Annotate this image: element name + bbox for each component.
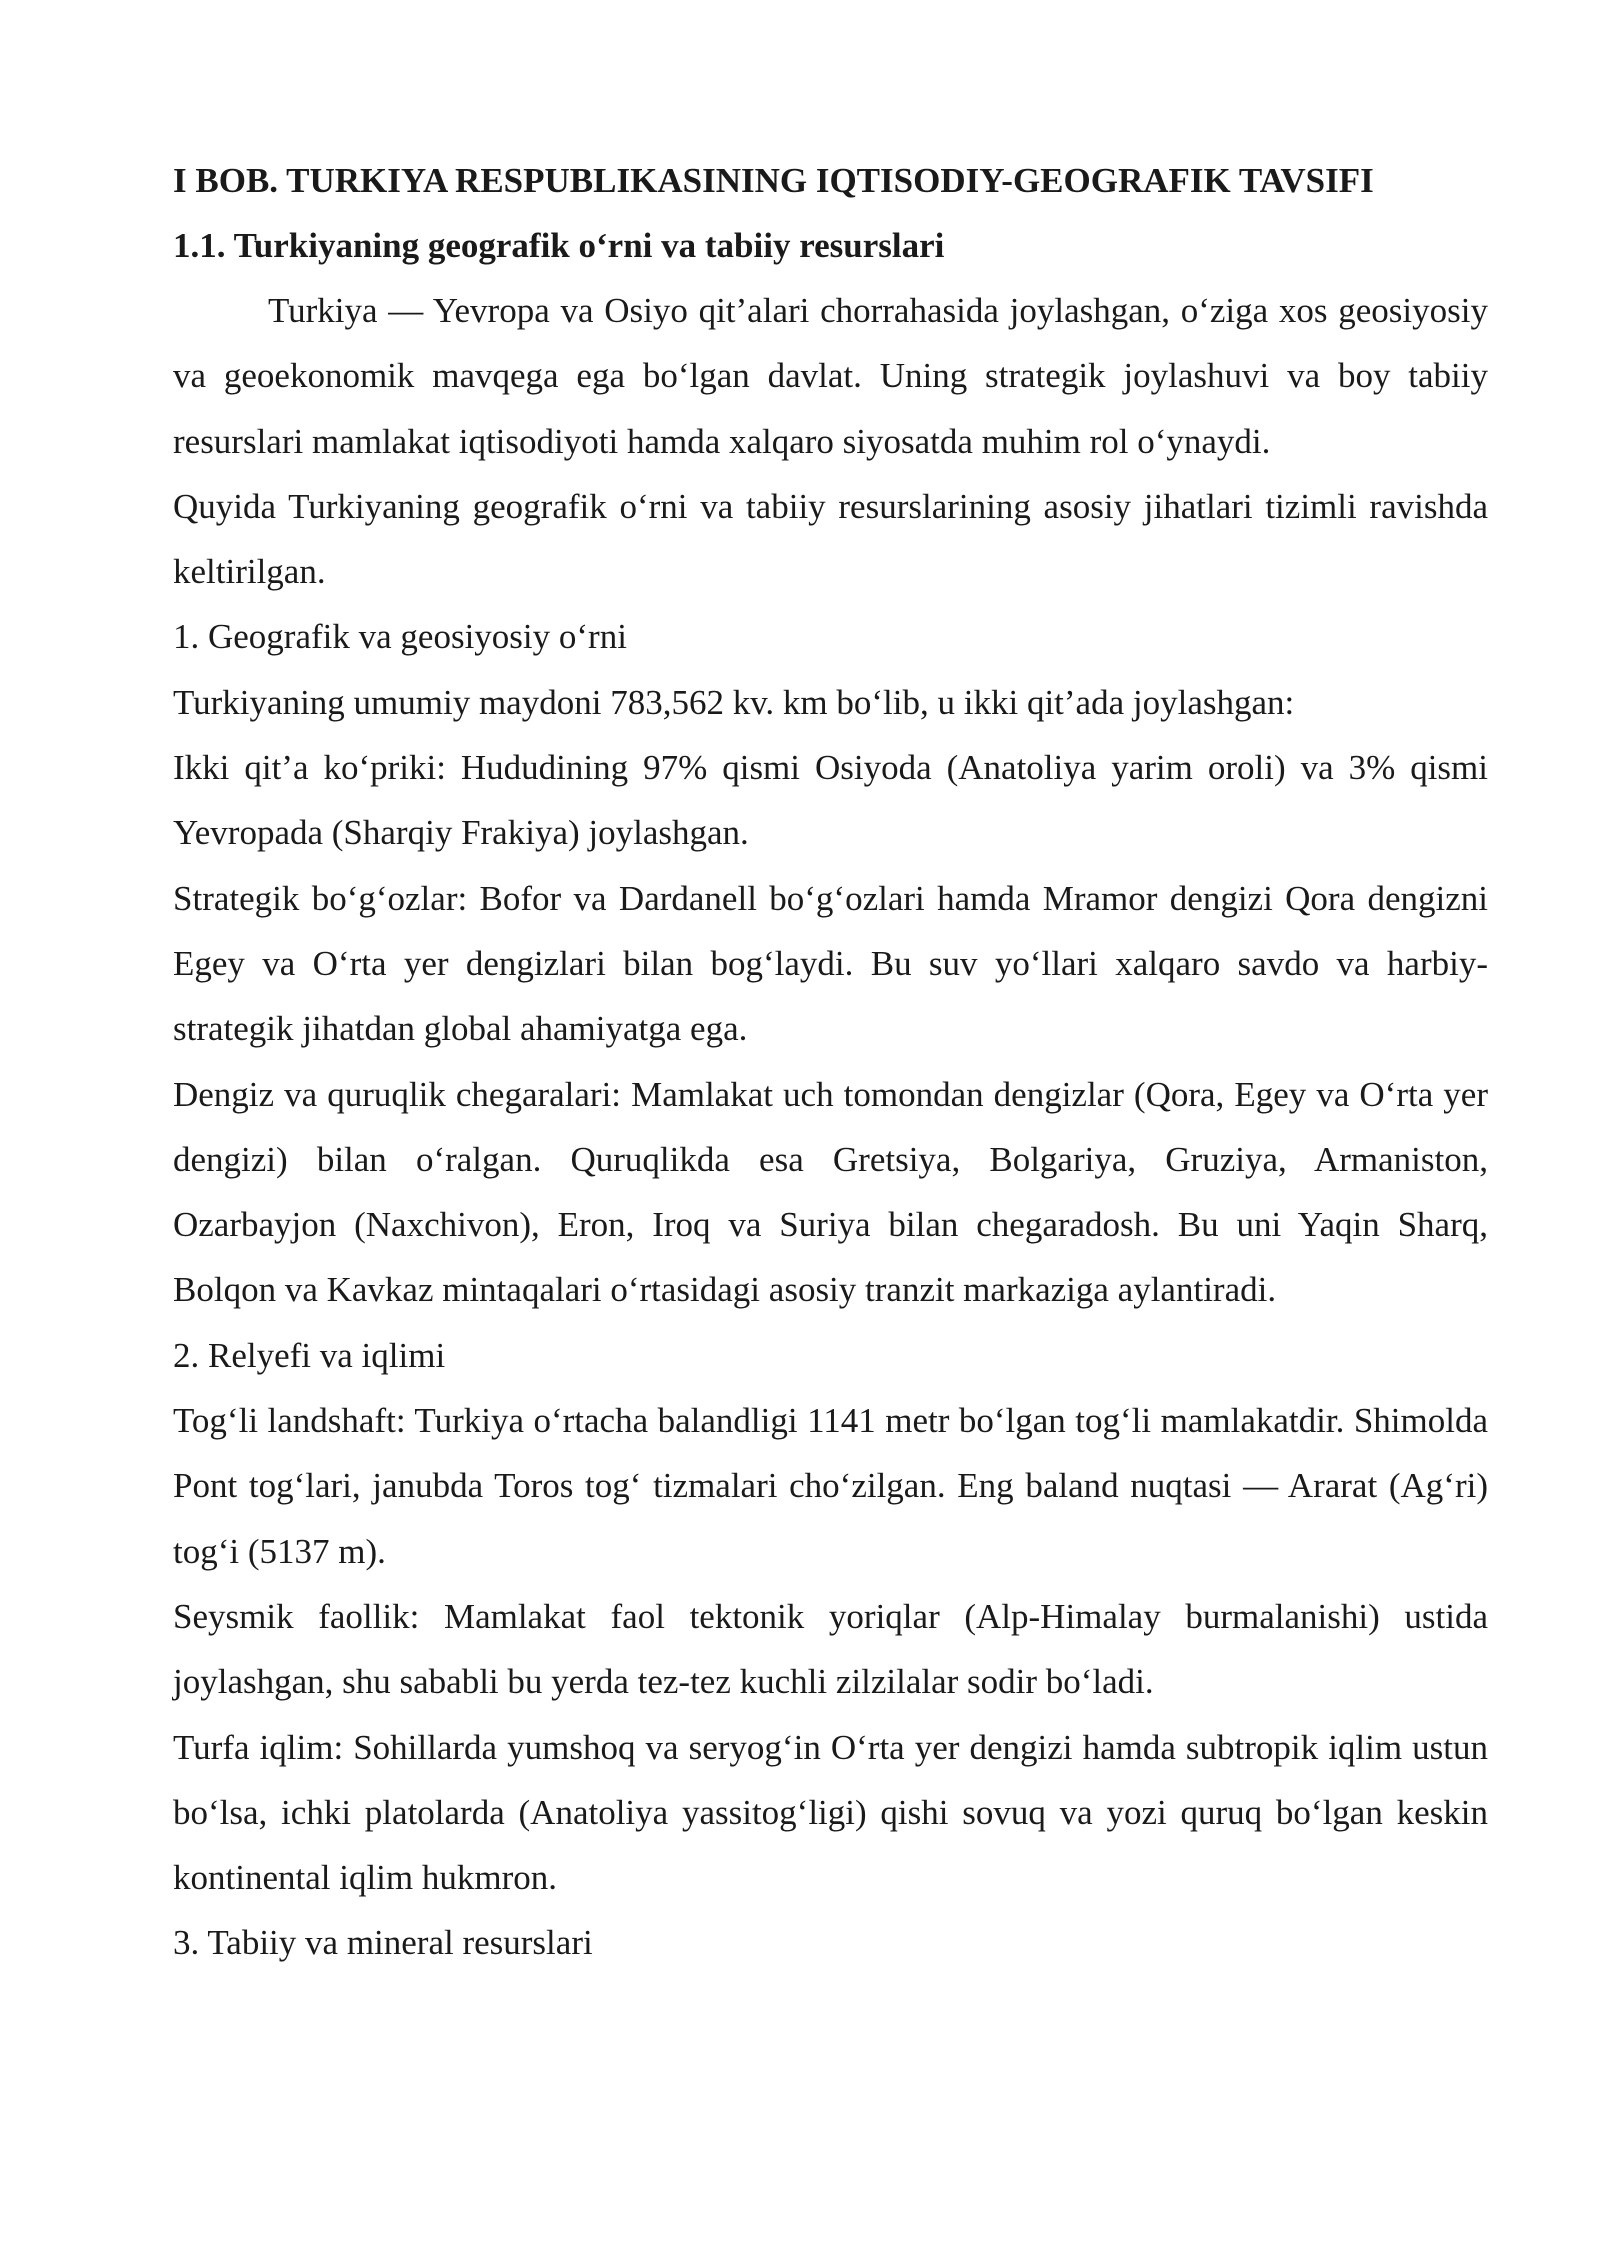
area-paragraph: Turkiyaning umumiy maydoni 783,562 kv. km bo‘lib, u ikki qit’ada joylashgan: — [173, 682, 1295, 722]
document-body — [173, 148, 1488, 1976]
climate-paragraph: Turfa iqlim: Sohillarda yumshoq va seryog‘in O‘rta yer dengizi hamda subtropik iqlim ustun bo‘lsa, ichki platolarda (Anatoliya yassitog‘ligi) qishi sovuq va yozi quruq bo‘lgan keskin kontinental iqlim hukmron. — [173, 1727, 1488, 1898]
chapter-title: I BOB. TURKIYA RESPUBLIKASINING IQTISODIY-GEOGRAFIK TAVSIFI — [173, 161, 1374, 200]
landscape-paragraph: Tog‘li landshaft: Turkiya o‘rtacha balandligi 1141 metr bo‘lgan tog‘li mamlakatdir. Shimolda Pont tog‘lari, janubda Toros tog‘ tizmalari cho‘zilgan. Eng baland nuqtasi — Ararat (Ag‘ri) tog‘i (5137 m). — [173, 1401, 1488, 1571]
borders-paragraph: Dengiz va quruqlik chegaralari: Mamlakat uch tomondan dengizlar (Qora, Egey va O‘rta yer dengizi) bilan o‘ralgan. Quruqlikda esa Gretsiya, Bolgariya, Gruziya, Armaniston, Ozarbayjon (Naxchivon), Eron, Iroq va Suriya bilan chegaradosh. Bu uni Yaqin Sharq, Bolqon va Kavkaz mintaqalari o‘rtasidagi asosiy tranzit markaziga aylantiradi. — [173, 1074, 1488, 1310]
overview-paragraph: Quyida Turkiyaning geografik o‘rni va tabiiy resurslarining asosiy jihatlari tizimli ravishda keltirilgan. — [173, 486, 1488, 592]
two-continents-paragraph: Ikki qit’a ko‘priki: Hududining 97% qismi Osiyoda (Anatoliya yarim oroli) va 3% qismi Yevropada (Sharqiy Frakiya) joylashgan. — [173, 748, 1488, 853]
straits-paragraph: Strategik bo‘g‘ozlar: Bofor va Dardanell bo‘g‘ozlari hamda Mramor dengizi Qora dengizni Egey va O‘rta yer dengizlari bilan bog‘laydi. Bu suv yo‘llari xalqaro savdo va harbiy-strategik jihatdan global ahamiyatga ega. — [173, 878, 1488, 1049]
subheading-geographic-position: 1. Geografik va geosiyosiy o‘rni — [173, 617, 627, 657]
seismic-paragraph: Seysmik faollik: Mamlakat faol tektonik yoriqlar (Alp-Himalay burmalanishi) ustida joylashgan, shu sababli bu yerda tez-tez kuchli zilzilalar sodir bo‘ladi. — [173, 1596, 1488, 1702]
subheading-natural-resources: 3. Tabiiy va mineral resurslari — [173, 1923, 593, 1963]
section-title: 1.1. Turkiyaning geografik o‘rni va tabiiy resurslari — [173, 226, 945, 265]
intro-paragraph: Turkiya — Yevropa va Osiyo qit’alari chorrahasida joylashgan, o‘ziga xos geosiyosiy va geoekonomik mavqega ega bo‘lgan davlat. Uning strategik joylashuvi va boy tabiiy resurslari mamlakat iqtisodiyoti hamda xalqaro siyosatda muhim rol o‘ynaydi. — [173, 291, 1488, 461]
subheading-relief-climate: 2. Relyefi va iqlimi — [173, 1335, 446, 1375]
